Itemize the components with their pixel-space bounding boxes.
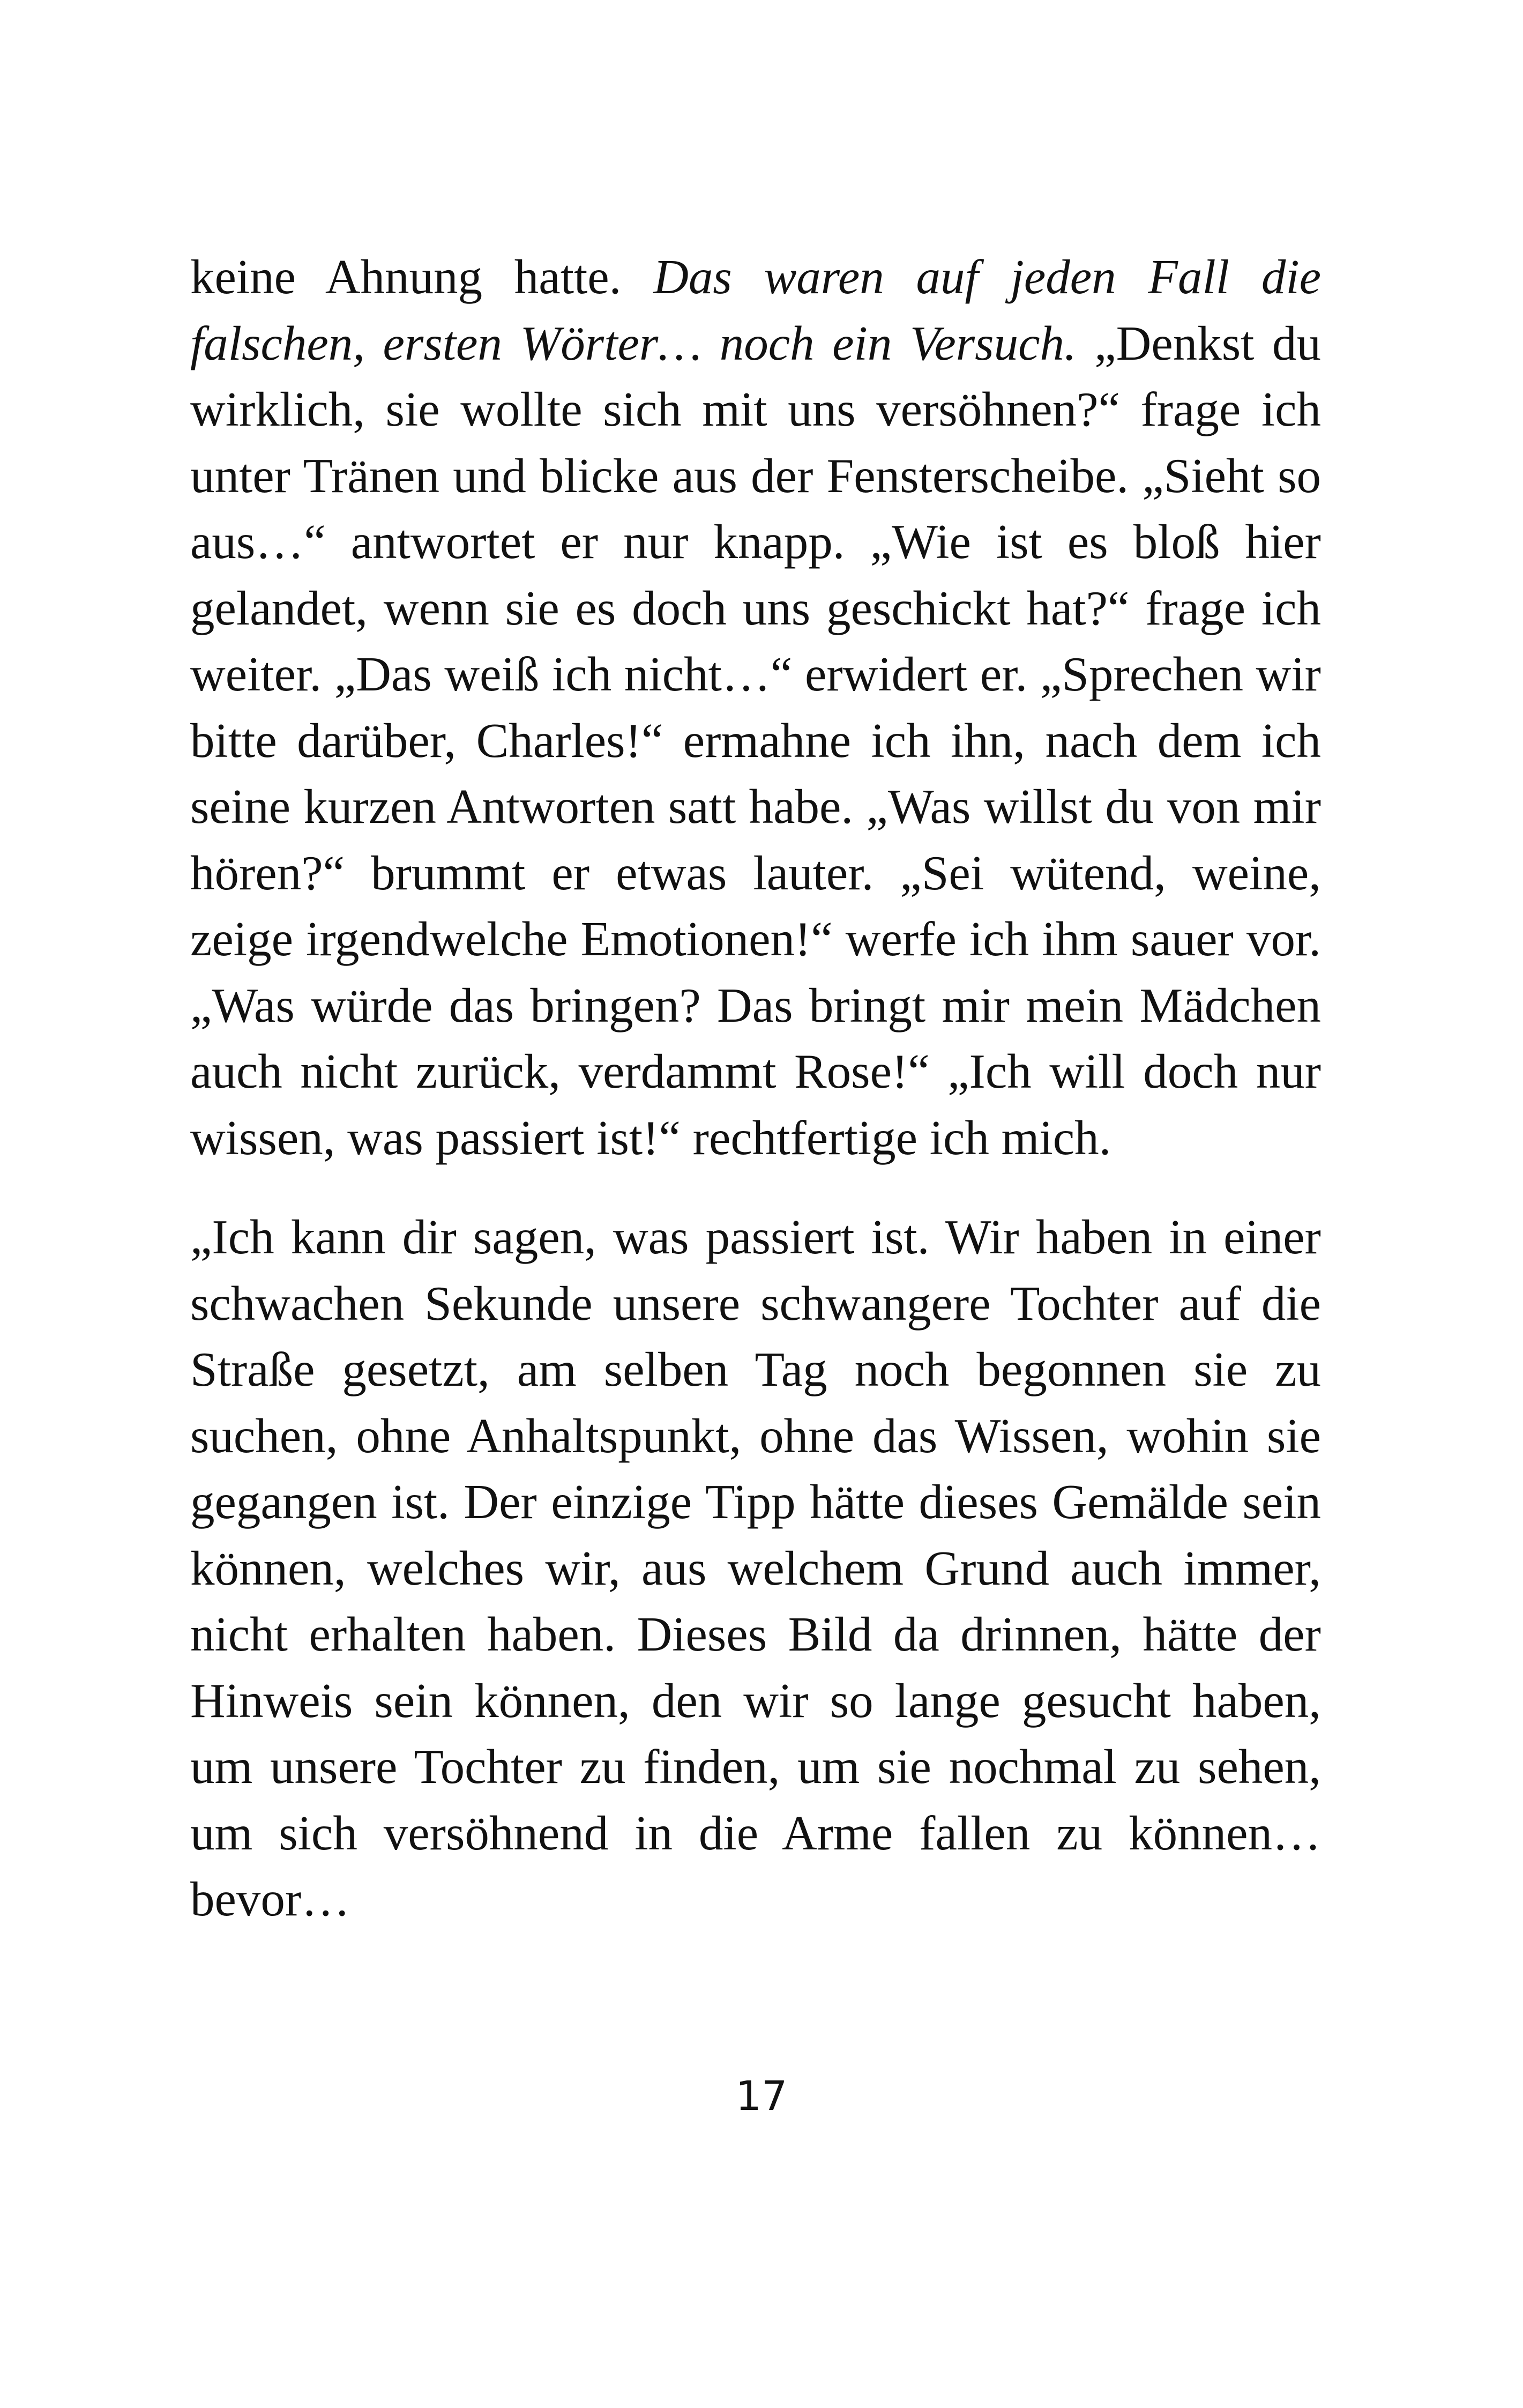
paragraph-1-italic-thought: Das waren auf jeden Fall die falschen, ersten Wörter… noch ein Versuch. [190,250,1321,370]
paragraph-1-segment-1: keine Ahnung hatte. [190,250,654,304]
page-number: 17 [735,2072,788,2120]
paragraph-1 [190,244,1321,1171]
body-text [190,244,1321,1933]
paragraph-2 [190,1204,1321,1933]
paragraph-2-segment-1: „Ich kann dir sagen, was passiert ist. Wir haben in einer schwachen Sekunde unsere schwangere Tochter auf die Straße gesetzt, am selben Tag noch begonnen sie zu suchen, ohne Anhaltspunkt, ohne das Wissen, wohin sie gegangen ist. Der einzige Tipp hätte dieses Gemälde sein können, welches wir, aus welchem Grund auch immer, nicht erhalten haben. Dieses Bild da drinnen, hätte der Hinweis sein können, den wir so lange gesucht haben, um unsere Tochter zu finden, um sie nochmal zu sehen, um sich versöhnend in die Arme fallen zu können… bevor… [190,1210,1321,1926]
paragraph-1-segment-3: „Denkst du wirklich, sie wollte sich mit uns versöhnen?“ frage ich unter Tränen und blicke aus der Fensterscheibe. „Sieht so aus…“ antwortet er nur knapp. „Wie ist es bloß hier gelandet, wenn sie es doch uns geschickt hat?“ frage ich weiter. „Das weiß ich nicht…“ erwidert er. „Sprechen wir bitte darüber, Charles!“ ermahne ich ihn, nach dem ich seine kurzen Antworten satt habe. „Was willst du von mir hören?“ brummt er etwas lauter. „Sei wütend, weine, zeige irgendwelche Emotionen!“ werfe ich ihm sauer vor. „Was würde das bringen? Das bringt mir mein Mädchen auch nicht zurück, verdammt Rose!“ „Ich will doch nur wissen, was passiert ist!“ rechtfertige ich mich. [190,316,1321,1165]
